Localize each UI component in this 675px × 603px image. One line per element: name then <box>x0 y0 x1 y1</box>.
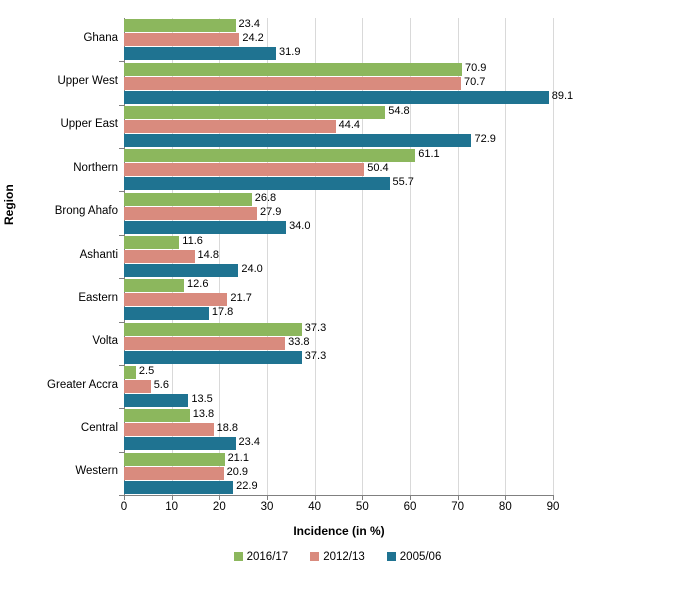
bar-value-label: 18.8 <box>216 422 239 434</box>
bar <box>124 193 252 206</box>
bar <box>124 264 238 277</box>
bar-value-label: 23.4 <box>238 436 260 448</box>
x-axis-tick <box>410 495 411 500</box>
gridline <box>505 18 506 495</box>
x-axis-tick <box>362 495 363 500</box>
bar-value-label: 12.6 <box>187 278 209 290</box>
bar <box>124 207 257 220</box>
bar-value-label: 70.7 <box>464 76 486 88</box>
x-axis-tick-label: 60 <box>403 501 417 513</box>
y-axis-category-label: Ghana <box>83 32 118 44</box>
y-axis-tick <box>119 61 124 62</box>
x-axis-tick <box>219 495 220 500</box>
x-axis-tick-label: 40 <box>308 501 322 513</box>
bar <box>124 453 225 466</box>
x-axis-tick <box>553 495 554 500</box>
bar-value-label: 17.8 <box>211 306 234 318</box>
bar-value-label: 2.5 <box>138 365 155 377</box>
bar <box>124 19 236 32</box>
bar <box>124 250 195 263</box>
y-axis-category-label: Volta <box>92 335 118 347</box>
bar <box>124 177 390 190</box>
x-axis-tick <box>505 495 506 500</box>
chart-legend <box>0 551 675 563</box>
bar-value-label: 31.9 <box>279 46 301 58</box>
bar <box>124 337 285 350</box>
bar <box>124 293 227 306</box>
legend-label: 2012/13 <box>323 551 365 563</box>
x-axis-tick-label: 50 <box>355 501 369 513</box>
bar <box>124 279 184 292</box>
y-axis-category-label: Northern <box>73 162 118 174</box>
bar <box>124 423 214 436</box>
bar-value-label: 21.7 <box>230 292 252 304</box>
x-axis-tick-label: 30 <box>260 501 274 513</box>
bar <box>124 323 302 336</box>
y-axis-category-label: Greater Accra <box>47 379 118 391</box>
bar-value-label: 5.6 <box>153 379 169 391</box>
bar <box>124 77 461 90</box>
y-axis-category-label: Western <box>75 465 118 477</box>
bar-value-label: 89.1 <box>551 90 574 102</box>
bar-value-label: 61.1 <box>418 148 440 160</box>
x-axis-tick-label: 80 <box>498 501 512 513</box>
y-axis-category-label: Brong Ahafo <box>54 205 118 217</box>
x-axis-tick-label: 70 <box>451 501 465 513</box>
bar <box>124 394 188 407</box>
y-axis-tick <box>119 495 124 496</box>
bar <box>124 307 209 320</box>
bar-value-label: 11.6 <box>182 235 203 247</box>
bar <box>124 47 276 60</box>
bar <box>124 33 239 46</box>
bar-value-label: 54.8 <box>388 105 410 117</box>
bar-value-label: 14.8 <box>197 249 219 261</box>
bar-value-label: 33.8 <box>288 336 310 348</box>
legend-swatch <box>234 552 243 561</box>
x-axis-tick <box>458 495 459 500</box>
bar-value-label: 50.4 <box>367 162 389 174</box>
bar <box>124 221 286 234</box>
legend-swatch <box>310 552 319 561</box>
x-axis-tick <box>172 495 173 500</box>
legend-item[interactable] <box>310 551 365 563</box>
bar <box>124 409 190 422</box>
y-axis-category-label: Eastern <box>78 292 118 304</box>
bar-value-label: 55.7 <box>392 176 414 188</box>
x-axis-tick-label: 10 <box>165 501 179 513</box>
bar-value-label: 34.0 <box>289 220 311 232</box>
bar <box>124 106 385 119</box>
bar-value-label: 13.8 <box>192 408 215 420</box>
bar <box>124 91 549 104</box>
x-axis-tick-label: 90 <box>546 501 560 513</box>
bar-value-label: 44.4 <box>338 119 361 131</box>
bar <box>124 120 336 133</box>
bar-value-label: 21.1 <box>227 452 249 464</box>
bar <box>124 63 462 76</box>
bar-value-label: 37.3 <box>304 350 327 362</box>
legend-label: 2016/17 <box>246 551 289 563</box>
bar <box>124 481 233 494</box>
bar <box>124 149 415 162</box>
bar <box>124 236 179 249</box>
legend-item[interactable] <box>234 551 289 563</box>
bar-value-label: 24.2 <box>242 32 264 44</box>
bar-value-label: 24.0 <box>241 263 263 275</box>
y-axis-title: Region <box>2 184 16 225</box>
bar-value-label: 20.9 <box>226 466 249 478</box>
bar-value-label: 26.8 <box>254 192 277 204</box>
bar-value-label: 70.9 <box>464 62 487 74</box>
x-axis-tick <box>124 495 125 500</box>
legend-item[interactable] <box>387 551 442 563</box>
bar <box>124 351 302 364</box>
bar <box>124 163 364 176</box>
bar-value-label: 23.4 <box>238 18 260 30</box>
x-axis-tick <box>267 495 268 500</box>
y-axis-category-label: Ashanti <box>79 249 118 261</box>
bar <box>124 134 471 147</box>
bar <box>124 380 151 393</box>
bar <box>124 467 224 480</box>
bar-value-label: 72.9 <box>474 133 496 145</box>
legend-swatch <box>387 552 396 561</box>
x-axis-title: Incidence (in %) <box>293 524 385 538</box>
legend-label: 2005/06 <box>399 551 442 563</box>
bar <box>124 437 236 450</box>
x-axis-tick-label: 20 <box>212 501 226 513</box>
bar <box>124 366 136 379</box>
y-axis-category-label: Upper East <box>60 118 118 130</box>
y-axis-category-label: Upper West <box>57 75 118 87</box>
bar-value-label: 27.9 <box>259 206 282 218</box>
bar-value-label: 13.5 <box>191 393 213 405</box>
y-axis-category-label: Central <box>80 422 118 434</box>
bar-value-label: 22.9 <box>236 480 258 492</box>
x-axis-tick <box>315 495 316 500</box>
y-axis-tick <box>119 191 124 192</box>
x-axis-tick-label: 0 <box>120 501 128 513</box>
x-axis-line <box>124 495 554 496</box>
bar-value-label: 37.3 <box>304 322 327 334</box>
